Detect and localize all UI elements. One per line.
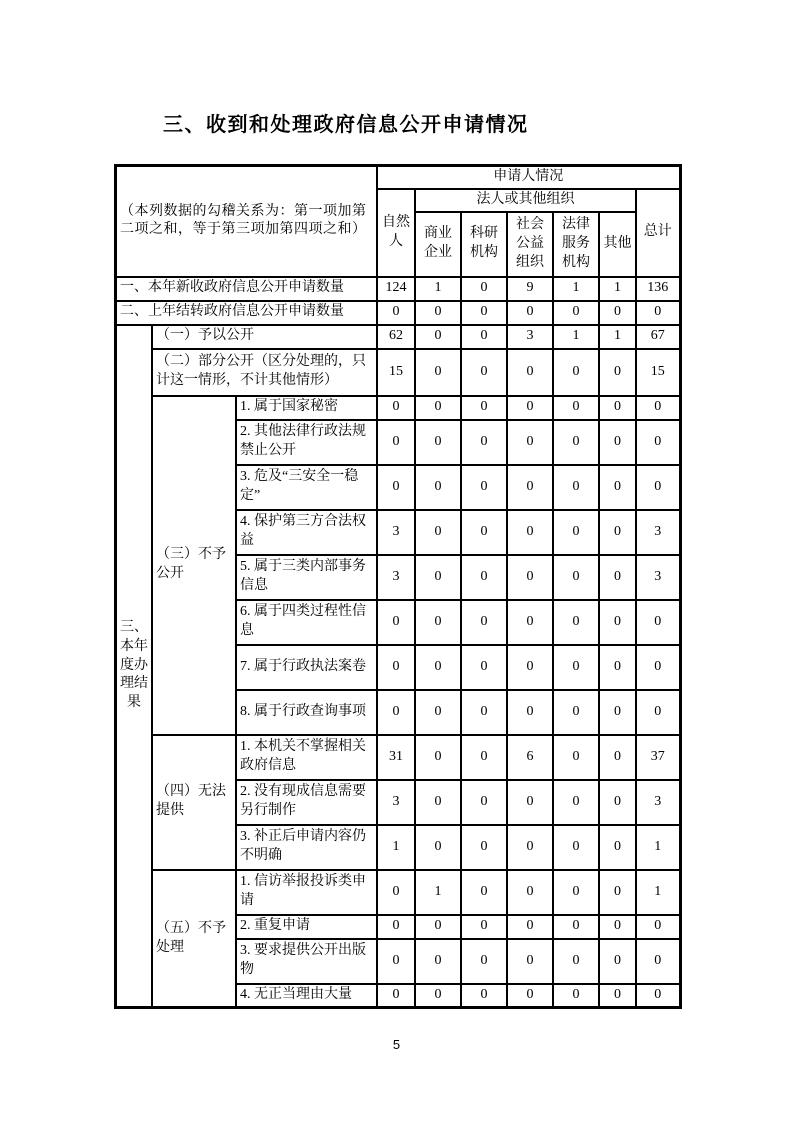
value-cell: 0 [553,465,599,510]
col-header-other: 其他 [599,212,636,277]
item-label: 4. 保护第三方合法权益 [236,510,377,555]
col-header-social: 社会公益组织 [507,212,553,277]
value-cell: 0 [415,984,461,1008]
value-cell: 0 [507,939,553,984]
header-legal-org: 法人或其他组织 [415,189,636,212]
item-label: 2. 其他法律行政法规禁止公开 [236,420,377,465]
item-label: 1. 信访举报投诉类申请 [236,870,377,915]
value-cell: 0 [599,984,636,1008]
value-cell: 0 [415,690,461,735]
value-cell: 31 [377,735,415,780]
item-label: 3. 危及“三安全一稳定” [236,465,377,510]
value-cell: 0 [636,420,680,465]
value-cell: 0 [415,465,461,510]
value-cell: 0 [553,555,599,600]
value-cell: 0 [553,915,599,939]
value-cell: 1 [377,825,415,870]
col-header-legal-service: 法律服务机构 [553,212,599,277]
value-cell: 0 [553,984,599,1008]
group-label-refused: （三）不予公开 [152,396,236,735]
value-cell: 0 [553,420,599,465]
value-cell: 0 [461,301,507,325]
value-cell: 0 [599,600,636,645]
value-cell: 124 [377,277,415,301]
value-cell: 0 [507,396,553,420]
value-cell: 15 [636,349,680,396]
item-label: 2. 没有现成信息需要另行制作 [236,780,377,825]
table-row [116,325,681,349]
value-cell: 3 [377,780,415,825]
value-cell: 62 [377,325,415,349]
value-cell: 1 [636,825,680,870]
col-header-natural-person: 自然人 [377,189,415,277]
value-cell: 0 [636,690,680,735]
value-cell: 0 [553,780,599,825]
value-cell: 0 [377,301,415,325]
value-cell: 0 [461,870,507,915]
item-label: 4. 无正当理由大量 [236,984,377,1008]
value-cell: 0 [599,555,636,600]
item-label: 3. 补正后申请内容仍不明确 [236,825,377,870]
value-cell: 0 [553,349,599,396]
value-cell: 0 [461,780,507,825]
value-cell: 15 [377,349,415,396]
value-cell: 0 [377,939,415,984]
value-cell: 0 [377,645,415,690]
value-cell: 0 [599,465,636,510]
value-cell: 1 [636,870,680,915]
value-cell: 0 [415,600,461,645]
value-cell: 0 [507,915,553,939]
value-cell: 0 [415,349,461,396]
value-cell: 0 [461,349,507,396]
value-cell: 0 [377,396,415,420]
value-cell: 0 [377,600,415,645]
col-header-business: 商业企业 [415,212,461,277]
value-cell: 0 [461,555,507,600]
value-cell: 0 [507,984,553,1008]
value-cell: 0 [461,600,507,645]
value-cell: 0 [553,301,599,325]
value-cell: 3 [377,510,415,555]
table-row [116,870,681,915]
col-header-total: 总计 [636,189,680,277]
value-cell: 0 [461,325,507,349]
value-cell: 0 [415,396,461,420]
item-label: 3. 要求提供公开出版物 [236,939,377,984]
value-cell: 0 [599,870,636,915]
value-cell: 0 [507,645,553,690]
value-cell: 0 [415,780,461,825]
value-cell: 0 [415,301,461,325]
section-results-label: 三、本年度办理结果 [116,325,153,1008]
value-cell: 0 [599,420,636,465]
value-cell: 3 [636,510,680,555]
value-cell: 0 [636,915,680,939]
group-label-granted: （一）予以公开 [152,325,377,349]
item-label: 1. 本机关不掌握相关政府信息 [236,735,377,780]
value-cell: 0 [636,600,680,645]
value-cell: 0 [415,645,461,690]
value-cell: 0 [507,301,553,325]
value-cell: 1 [553,277,599,301]
table-row [116,277,681,301]
value-cell: 0 [461,690,507,735]
value-cell: 0 [461,735,507,780]
table-row [116,396,681,420]
value-cell: 9 [507,277,553,301]
value-cell: 0 [415,420,461,465]
group-label-unable: （四）无法提供 [152,735,236,870]
value-cell: 0 [461,396,507,420]
value-cell: 0 [377,984,415,1008]
value-cell: 0 [599,915,636,939]
value-cell: 0 [599,349,636,396]
value-cell: 0 [507,510,553,555]
value-cell: 0 [377,870,415,915]
value-cell: 0 [461,465,507,510]
value-cell: 0 [507,420,553,465]
value-cell: 0 [553,510,599,555]
value-cell: 1 [415,277,461,301]
value-cell: 136 [636,277,680,301]
col-header-research: 科研机构 [461,212,507,277]
value-cell: 0 [415,555,461,600]
header-row-1 [116,166,681,189]
value-cell: 0 [507,825,553,870]
value-cell: 0 [507,465,553,510]
page-number: 5 [392,1037,401,1052]
value-cell: 0 [507,690,553,735]
value-cell: 0 [553,870,599,915]
item-label: 5. 属于三类内部事务信息 [236,555,377,600]
value-cell: 0 [461,420,507,465]
value-cell: 0 [461,825,507,870]
section-title: 三、收到和处理政府信息公开申请情况 [163,114,529,136]
value-cell: 3 [507,325,553,349]
value-cell: 1 [553,325,599,349]
value-cell: 0 [507,555,553,600]
value-cell: 0 [377,915,415,939]
value-cell: 0 [461,915,507,939]
value-cell: 0 [461,510,507,555]
item-label: 6. 属于四类过程性信息 [236,600,377,645]
value-cell: 0 [599,735,636,780]
value-cell: 0 [415,735,461,780]
value-cell: 0 [377,465,415,510]
value-cell: 3 [377,555,415,600]
row-label-new-requests: 一、本年新收政府信息公开申请数量 [116,277,378,301]
value-cell: 0 [636,301,680,325]
value-cell: 0 [599,396,636,420]
value-cell: 0 [415,825,461,870]
value-cell: 0 [636,396,680,420]
item-label: 7. 属于行政执法案卷 [236,645,377,690]
value-cell: 0 [377,690,415,735]
value-cell: 0 [599,510,636,555]
value-cell: 0 [553,690,599,735]
item-label: 1. 属于国家秘密 [236,396,377,420]
value-cell: 0 [461,939,507,984]
value-cell: 1 [599,277,636,301]
info-request-table [114,164,682,1009]
value-cell: 0 [461,645,507,690]
value-cell: 3 [636,780,680,825]
value-cell: 0 [599,780,636,825]
value-cell: 0 [461,984,507,1008]
item-label: 2. 重复申请 [236,915,377,939]
value-cell: 0 [636,984,680,1008]
value-cell: 0 [599,939,636,984]
value-cell: 1 [415,870,461,915]
table-row [116,349,681,396]
value-cell: 6 [507,735,553,780]
group-label-partial: （二）部分公开（区分处理的，只计这一情形，不计其他情形） [152,349,377,396]
value-cell: 1 [599,325,636,349]
value-cell: 0 [599,825,636,870]
row-label-carryover: 二、上年结转政府信息公开申请数量 [116,301,378,325]
value-cell: 0 [599,645,636,690]
value-cell: 0 [507,600,553,645]
value-cell: 0 [636,465,680,510]
value-cell: 37 [636,735,680,780]
value-cell: 0 [415,915,461,939]
value-cell: 0 [461,277,507,301]
value-cell: 0 [553,939,599,984]
value-cell: 0 [415,325,461,349]
value-cell: 67 [636,325,680,349]
value-cell: 3 [636,555,680,600]
group-label-rejected: （五）不予处理 [152,870,236,1008]
table-row [116,301,681,325]
value-cell: 0 [636,939,680,984]
value-cell: 0 [507,870,553,915]
value-cell: 0 [553,600,599,645]
value-cell: 0 [599,690,636,735]
value-cell: 0 [553,645,599,690]
value-cell: 0 [599,301,636,325]
header-applicant: 申请人情况 [377,166,680,189]
value-cell: 0 [415,510,461,555]
value-cell: 0 [507,780,553,825]
value-cell: 0 [377,420,415,465]
value-cell: 0 [553,735,599,780]
table-row [116,735,681,780]
value-cell: 0 [553,396,599,420]
value-cell: 0 [636,645,680,690]
value-cell: 0 [553,825,599,870]
item-label: 8. 属于行政查询事项 [236,690,377,735]
value-cell: 0 [415,939,461,984]
corner-note-cell: （本列数据的勾稽关系为：第一项加第二项之和，等于第三项加第四项之和） [116,166,378,277]
value-cell: 0 [507,349,553,396]
